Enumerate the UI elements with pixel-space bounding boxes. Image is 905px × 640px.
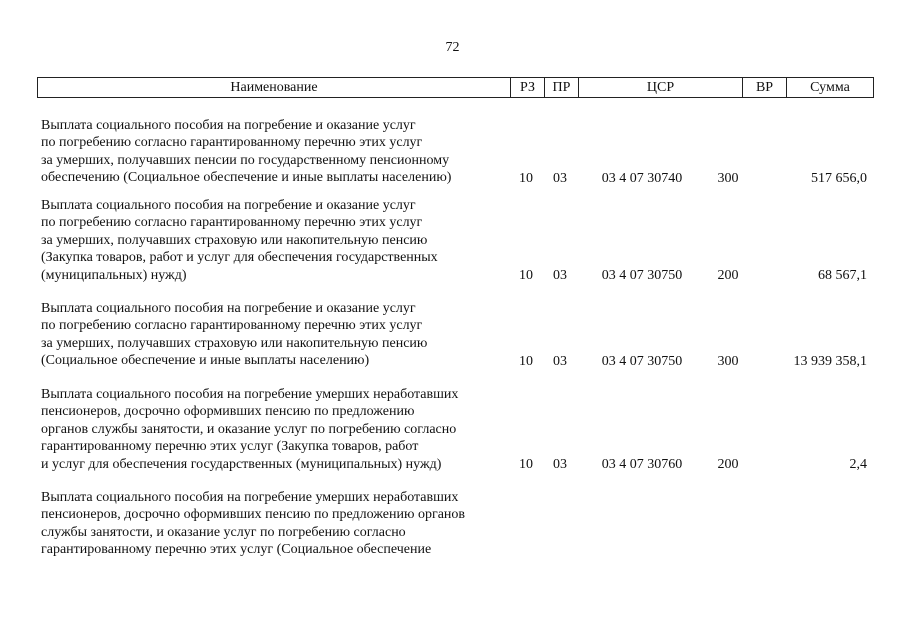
row-name-line: за умерших, получавших страховую или накопительную пенсию — [41, 232, 428, 248]
row-sum: 13 939 358,1 — [793, 353, 867, 369]
row-name-line: обеспечению (Социальное обеспечение и иные выплаты населению) — [41, 170, 452, 186]
row-pr: 03 — [553, 456, 567, 472]
row-name-line: по погребению согласно гарантированному перечню этих услуг — [41, 215, 423, 231]
header-name: Наименование — [230, 80, 318, 95]
table-row — [0, 386, 905, 473]
row-name-line: Выплата социального пособия на погребение и оказание услуг — [41, 301, 416, 316]
table-row — [0, 489, 905, 559]
row-name-line: и услуг для обеспечения государственных (муниципальных) нужд) — [41, 456, 442, 472]
row-name-line: (муниципальных) нужд) — [41, 267, 187, 283]
table-row — [0, 197, 905, 284]
row-name-line: (Закупка товаров, работ и услуг для обеспечения государственных — [41, 250, 438, 266]
row-name-line: Выплата социального пособия на погребение умерших неработавших — [41, 387, 459, 402]
row-rz: 10 — [519, 170, 533, 186]
row-name-line: Выплата социального пособия на погребение и оказание услуг — [41, 118, 416, 133]
header-pr: ПР — [544, 78, 578, 97]
row-vr: 300 — [717, 353, 739, 369]
row-vr: 200 — [717, 267, 739, 283]
row-name-line: Выплата социального пособия на погребение и оказание услуг — [41, 198, 416, 213]
page-number: 72 — [445, 40, 460, 55]
row-name-line: гарантированному перечню этих услуг (Закупка товаров, работ — [41, 439, 419, 455]
row-rz: 10 — [519, 353, 533, 369]
row-pr: 03 — [553, 170, 567, 186]
table-row — [0, 117, 905, 187]
row-rz: 10 — [519, 267, 533, 283]
row-rz: 10 — [519, 456, 533, 472]
row-name-line: пенсионеров, досрочно оформивших пенсию по предложению — [41, 404, 415, 420]
row-name-line: по погребению согласно гарантированному перечню этих услуг — [41, 318, 423, 334]
table-header — [37, 77, 874, 98]
row-sum: 68 567,1 — [818, 267, 867, 283]
table-row — [0, 300, 905, 370]
row-name-line: органов службы занятости, и оказание услуг по погребению согласно — [41, 421, 457, 437]
row-name-line: за умерших, получавших пенсии по государственному пенсионному — [41, 152, 450, 168]
header-vr: ВР — [742, 78, 786, 97]
row-csr: 03 4 07 30750 — [601, 267, 683, 283]
header-rz: РЗ — [510, 78, 544, 97]
row-name — [41, 489, 511, 559]
header-sum: Сумма — [786, 78, 873, 97]
row-pr: 03 — [553, 353, 567, 369]
row-pr: 03 — [553, 267, 567, 283]
row-name — [41, 300, 511, 370]
row-name — [41, 386, 511, 473]
row-name — [41, 197, 511, 284]
row-sum: 517 656,0 — [811, 170, 867, 186]
row-vr: 300 — [717, 170, 739, 186]
header-csr: ЦСР — [578, 78, 742, 97]
row-name-line: (Социальное обеспечение и иные выплаты населению) — [41, 353, 370, 369]
row-csr: 03 4 07 30740 — [601, 170, 683, 186]
row-name-line: пенсионеров, досрочно оформивших пенсию по предложению органов — [41, 507, 466, 523]
row-csr: 03 4 07 30760 — [601, 456, 683, 472]
row-name-line: службы занятости, и оказание услуг по погребению согласно — [41, 524, 406, 540]
row-sum: 2,4 — [849, 456, 867, 472]
row-name-line: по погребению согласно гарантированному перечню этих услуг — [41, 135, 423, 151]
row-vr: 200 — [717, 456, 739, 472]
row-csr: 03 4 07 30750 — [601, 353, 683, 369]
row-name — [41, 117, 511, 187]
row-name-line: за умерших, получавших страховую или накопительную пенсию — [41, 335, 428, 351]
row-name-line: Выплата социального пособия на погребение умерших неработавших — [41, 490, 459, 505]
row-name-line: гарантированному перечню этих услуг (Социальное обеспечение — [41, 542, 432, 558]
